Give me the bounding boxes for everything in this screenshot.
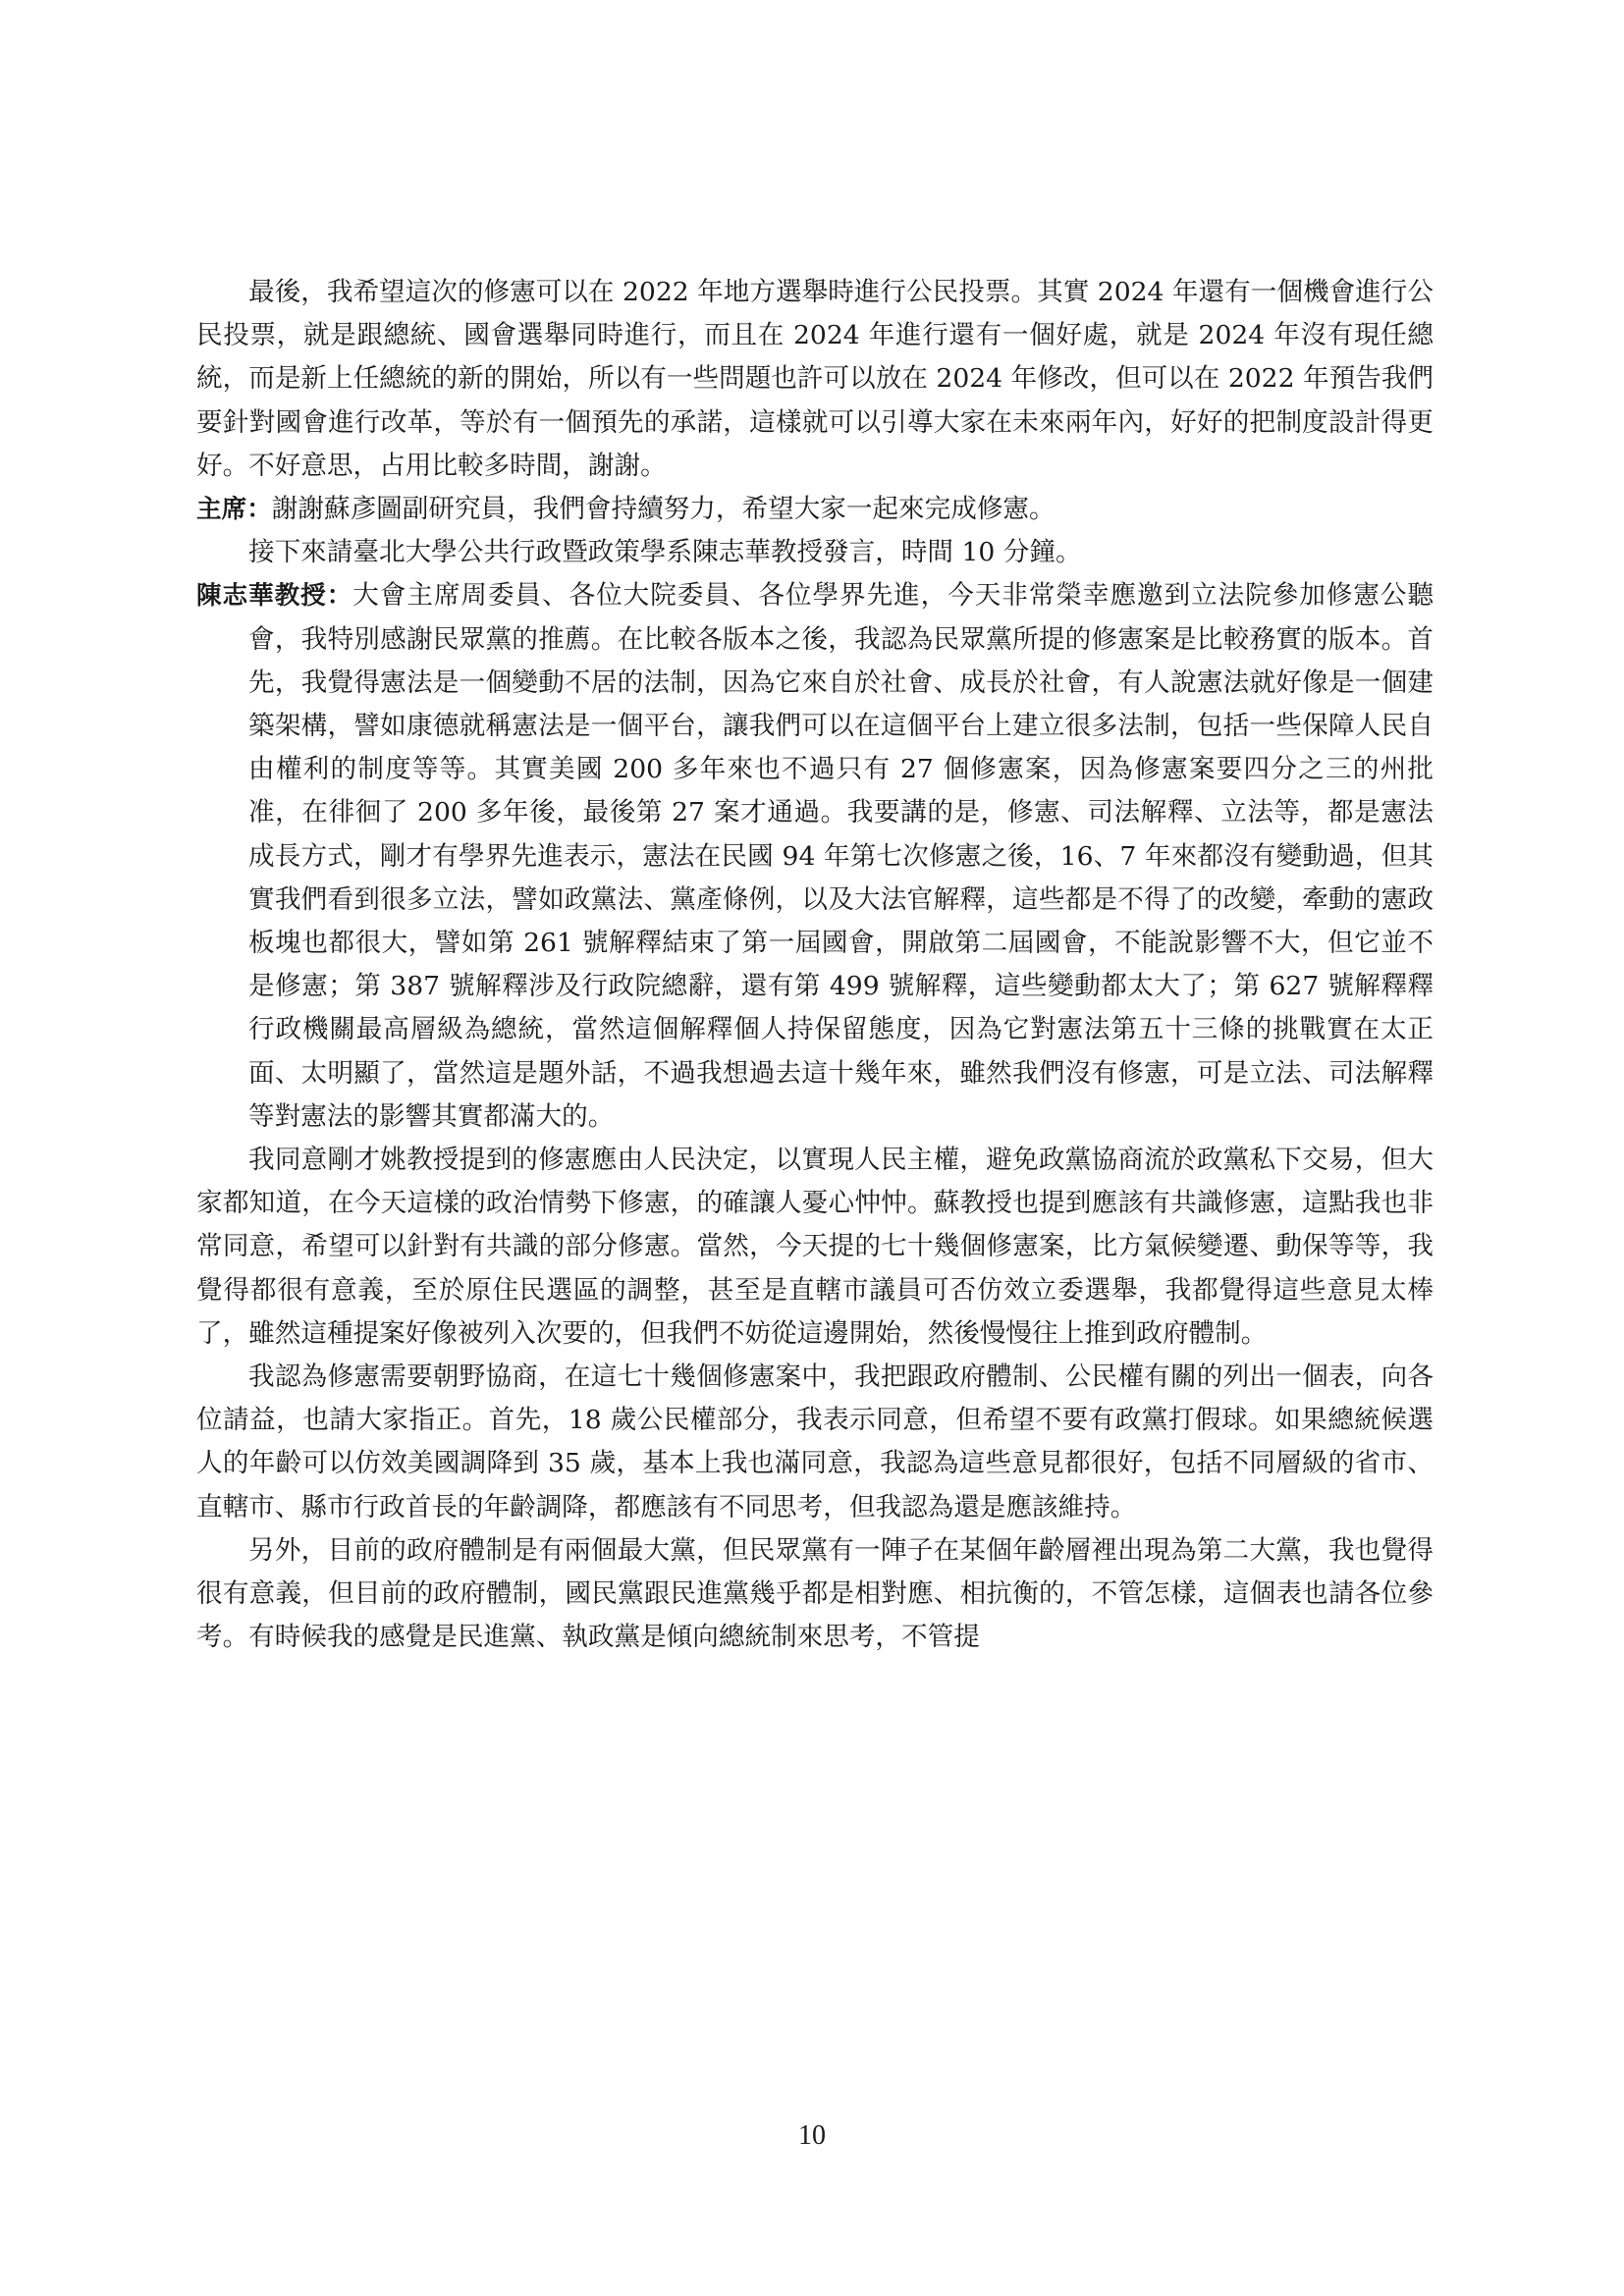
paragraph-text: 最後，我希望這次的修憲可以在 2022 年地方選舉時進行公民投票。其實 2024 年還有一個機會進行公民投票，就是跟總統、國會選舉同時進行，而且在 2024 年進行還有一個好處，就是 2024 年沒有現任總統，而是新上任總統的新的開始，所以有一些問題也許可以放在 2024 年修改，但可以在 2022 年預告我們要針對國會進行改革，等於有一個預先的承諾，這樣就可以引導大家在未來兩年內，好好的把制度設計得更好。不好意思，占用比較多時間，謝謝。 [196, 277, 1434, 481]
paragraph-next-speaker-intro [196, 531, 1434, 574]
paragraph-text: 大會主席周委員、各位大院委員、各位學界先進，今天非常榮幸應邀到立法院參加修憲公聽會，我特別感謝民眾黨的推薦。在比較各版本之後，我認為民眾黨所提的修憲案是比較務實的版本。首先，我覺得憲法是一個變動不居的法制，因為它來自於社會、成長於社會，有人說憲法就好像是一個建築架構，譬如康德就稱憲法是一個平台，讓我們可以在這個平台上建立很多法制，包括一些保障人民自由權利的制度等等。其實美國 200 多年來也不過只有 27 個修憲案，因為修憲案要四分之三的州批准，在徘徊了 200 多年後，最後第 27 案才通過。我要講的是，修憲、司法解釋、立法等，都是憲法成長方式，剛才有學界先進表示，憲法在民國 94 年第七次修憲之後，16、7 年來都沒有變動過，但其實我們看到很多立法，譬如政黨法、黨產條例，以及大法官解釋，這些都是不得了的改變，牽動的憲政板塊也都很大，譬如第 261 號解釋結束了第一屆國會，開啟第二屆國會，不能說影響不大，但它並不是修憲；第 387 號解釋涉及行政院總辭，還有第 499 號解釋，這些變動都太大了；第 627 號解釋釋行政機關最高層級為總統，當然這個解釋個人持保留態度，因為它對憲法第五十三條的挑戰實在太正面、太明顯了，當然這是題外話，不過我想過去這十幾年來，雖然我們沒有修憲，可是立法、司法解釋等對憲法的影響其實都滿大的。 [248, 580, 1434, 1132]
paragraph-text: 我同意剛才姚教授提到的修憲應由人民決定，以實現人民主權，避免政黨協商流於政黨私下交易，但大家都知道，在今天這樣的政治情勢下修憲，的確讓人憂心忡忡。蘇教授也提到應該有共識修憲，這點我也非常同意，希望可以針對有共識的部分修憲。當然，今天提的七十幾個修憲案，比方氣候變遷、動保等等，我覺得都很有意義，至於原住民選區的調整，甚至是直轄市議員可否仿效立委選舉，我都覺得這些意見太棒了，雖然這種提案好像被列入次要的，但我們不妨從這邊開始，然後慢慢往上推到政府體制。 [196, 1145, 1434, 1349]
paragraph-text: 接下來請臺北大學公共行政暨政策學系陳志華教授發言，時間 10 分鐘。 [248, 537, 1082, 568]
paragraph-professor-chen-statement [196, 574, 1434, 1139]
paragraph-text: 另外，目前的政府體制是有兩個最大黨，但民眾黨有一陣子在某個年齡層裡出現為第二大黨，我也覺得很有意義，但目前的政府體制，國民黨跟民進黨幾乎都是相對應、相抗衡的，不管怎樣，這個表也請各位參考。有時候我的感覺是民進黨、執政黨是傾向總統制來思考，不管提 [196, 1534, 1434, 1653]
page-number: 10 [798, 2120, 826, 2151]
paragraph-chairman-remark [196, 488, 1434, 531]
paragraph-consensus-amendment [196, 1139, 1434, 1356]
speaker-label: 陳志華教授： [196, 581, 353, 612]
paragraph-text: 謝謝蘇彥圖副研究員，我們會持續努力，希望大家一起來完成修憲。 [271, 494, 1056, 525]
paragraph-referendum-proposal [196, 271, 1434, 488]
paragraph-government-system [196, 1529, 1434, 1660]
document-body [196, 271, 1434, 1660]
paragraph-text: 我認為修憲需要朝野協商，在這七十幾個修憲案中，我把跟政府體制、公民權有關的列出一個表，向各位請益，也請大家指正。首先，18 歲公民權部分，我表示同意，但希望不要有政黨打假球。如果總統候選人的年齡可以仿效美國調降到 35 歲，基本上我也滿同意，我認為這些意見都很好，包括不同層級的省市、直轄市、縣市行政首長的年齡調降，都應該有不同思考，但我認為還是應該維持。 [196, 1362, 1434, 1522]
paragraph-civic-rights-age [196, 1356, 1434, 1529]
speaker-label: 主席： [196, 495, 272, 525]
